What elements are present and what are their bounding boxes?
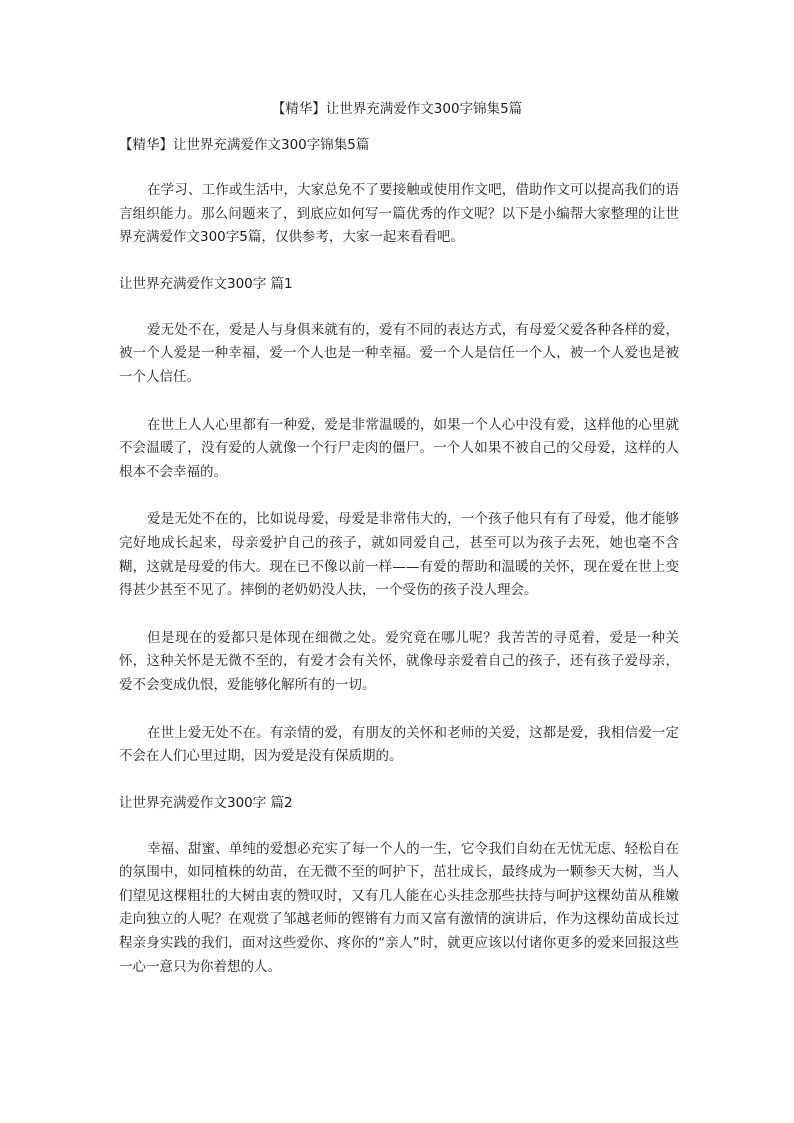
section-1-paragraph-2: 在世上人人心里都有一种爱，爱是非常温暖的，如果一个人心中没有爱，这样他的心里就不会温暖了，没有爱的人就像一个行尸走肉的僵尸。一个人如果不被自己的父母爱，这样的人根本不会幸福的。	[119, 416, 679, 480]
document-subtitle: 【精华】让世界充满爱作文300字锦集5篇	[119, 137, 370, 153]
section-2-paragraph-1: 幸福、甜蜜、单纯的爱想必充实了每一个人的一生，它令我们自幼在无忧无虑、轻松自在的氛围中，如同植株的幼苗，在无微不至的呵护下，茁壮成长，最终成为一颗参天大树，当人们望见这棵粗壮的大树由衷的赞叹时，又有几人能在心头挂念那些扶持与呵护这棵幼苗从稚嫩走向独立的人呢？在观赏了邹越老师的铿锵有力而又富有激情的演讲后，作为这棵幼苗成长过程亲身实践的我们，面对这些爱你、疼你的“亲人”时，就更应该以付诸你更多的爱来回报这些一心一意只为你着想的人。	[119, 840, 679, 975]
intro-paragraph: 在学习、工作或生活中，大家总免不了要接触或使用作文吧，借助作文可以提高我们的语言组织能力。那么问题来了，到底应如何写一篇优秀的作文呢？以下是小编帮大家整理的让世界充满爱作文300字5篇，仅供参考，大家一起来看看吧。	[119, 182, 679, 246]
document-body	[119, 135, 679, 1003]
section-1-paragraph-3: 爱是无处不在的，比如说母爱，母爱是非常伟大的，一个孩子他只有有了母爱，他才能够完好地成长起来，母亲爱护自己的孩子，就如同爱自己，甚至可以为孩子去死，她也毫不含糊，这就是母爱的伟大。现在已不像以前一样——有爱的帮助和温暖的关怀，现在爱在世上变得甚少甚至不见了。摔倒的老奶奶没人扶，一个受伤的孩子没人理会。	[119, 511, 679, 599]
document-title: 【精华】让世界充满爱作文300字锦集5篇	[271, 101, 523, 117]
section-heading-1: 让世界充满爱作文300字 篇1	[119, 275, 293, 292]
section-heading-2: 让世界充满爱作文300字 篇2	[119, 794, 293, 811]
section-1-paragraph-5: 在世上爱无处不在。有亲情的爱，有朋友的关怀和老师的关爱，这都是爱，我相信爱一定不会在人们心里过期，因为爱是没有保质期的。	[119, 724, 679, 765]
section-1-paragraph-1: 爱无处不在，爱是人与身俱来就有的，爱有不同的表达方式，有母爱父爱各种各样的爱，被一个人爱是一种幸福，爱一个人也是一种幸福。爱一个人是信任一个人，被一个人爱也是被一个人信任。	[119, 321, 679, 385]
section-1-paragraph-4: 但是现在的爱都只是体现在细微之处。爱究竟在哪儿呢？我苦苦的寻觅着，爱是一种关怀，这种关怀是无微不至的，有爱才会有关怀，就像母亲爱着自己的孩子，还有孩子爱母亲，爱不会变成仇恨，爱能够化解所有的一切。	[119, 629, 679, 693]
